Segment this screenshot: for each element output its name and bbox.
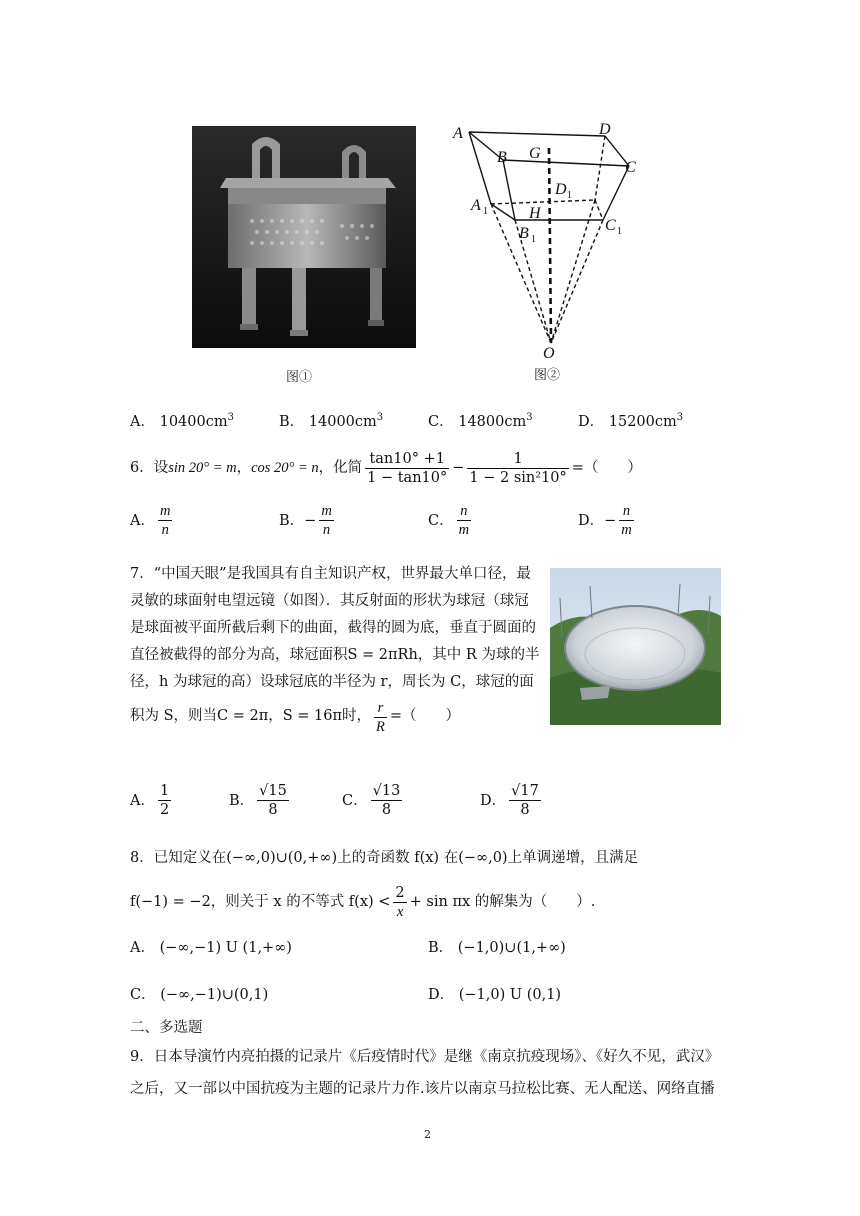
q7-option-c: C． $\frac{√13}{8}$ xyxy=(342,783,401,818)
label-D1: D xyxy=(555,181,567,198)
label-D1-sub: 1 xyxy=(567,190,572,201)
q6-fraction-2: $\frac{1}{\text{1 − 2 sin²10°}}$ xyxy=(469,450,567,486)
q6-option-b: B． − $\frac{m}{n}$ xyxy=(279,503,332,538)
frustum-diagram xyxy=(445,118,655,388)
ding-vessel-illustration xyxy=(192,126,416,348)
fast-telescope-illustration xyxy=(550,568,721,725)
label-A1-sub: 1 xyxy=(483,206,488,217)
q8-option-c: C． (−∞,−1)∪(0,1) xyxy=(130,987,269,1003)
q7-line: 直径被截得的部分为高，球冠面积S = 2πRh，其中 R 为球的半 xyxy=(130,647,540,663)
fast-telescope-photo xyxy=(550,568,721,725)
q7-line: 是球面被平面所截后剩下的曲面，截得的圆为底，垂直于圆面的 xyxy=(130,620,536,636)
q7-option-d: D． $\frac{√17}{8}$ xyxy=(480,783,539,818)
q7-line: 灵敏的球面射电望远镜（如图）．其反射面的形状为球冠（球冠 xyxy=(130,593,529,609)
label-O: O xyxy=(543,345,555,358)
q7-line: 径，h 为球冠的高）设球冠底的半径为 r，周长为 C，球冠的面 xyxy=(130,674,534,690)
q7-option-a: A． $\frac{1}{2}$ xyxy=(130,783,170,818)
q7-last-line: 积为 S，则当C = 2π，S = 16π时， $\frac{r}{R}$ =（ ） xyxy=(130,699,461,735)
q5-option-b: B． $14000cm^3$ xyxy=(279,412,384,430)
q8-line2: f(−1) = −2，则关于 x 的不等式 f(x) < $\frac{2}{x}$ + sin πx 的解集为（ ）. xyxy=(130,884,596,920)
q9-line1: 9．日本导演竹内亮拍摄的记录片《后疫情时代》是继《南京抗疫现场》、《好久不见，武汉》 xyxy=(130,1049,720,1065)
q8-option-b: B． (−1,0)∪(1,+∞) xyxy=(428,940,566,956)
figure1-caption: 图① xyxy=(286,370,313,385)
q5-option-a: A． $10400cm^3$ xyxy=(130,412,234,430)
q8-option-a: A． (−∞,−1) U (1,+∞) xyxy=(130,940,292,956)
q7-stem xyxy=(130,562,550,737)
label-G: G xyxy=(529,145,541,162)
frustum-diagram-svg xyxy=(445,118,655,358)
q6-option-c: C． $\frac{n}{m}$ xyxy=(428,503,470,538)
section-heading-multiple-choice: 二、多选题 xyxy=(130,1020,203,1036)
label-C: C xyxy=(625,159,636,176)
label-C1: C xyxy=(605,217,616,234)
q8-line1: 8．已知定义在(−∞,0)∪(0,+∞)上的奇函数 f(x) 在(−∞,0)上单调递增，且满足 xyxy=(130,850,639,866)
label-H: H xyxy=(529,205,541,222)
label-A1: A xyxy=(471,197,481,214)
q7-option-b: B． $\frac{√15}{8}$ xyxy=(229,783,287,818)
label-A: A xyxy=(453,125,463,142)
q9-line2: 之后，又一部以中国抗疫为主题的记录片力作.该片以南京马拉松比赛、无人配送、网络直播 xyxy=(130,1081,715,1097)
q5-option-c: C． $14800cm^3$ xyxy=(428,412,533,430)
label-D: D xyxy=(599,121,611,138)
q6-option-a: A． $\frac{m}{n}$ xyxy=(130,503,171,538)
label-B1-sub: 1 xyxy=(531,234,536,245)
q6-option-d: D． − $\frac{n}{m}$ xyxy=(578,503,632,538)
label-B: B xyxy=(497,149,507,166)
q8-option-d: D． (−1,0) U (0,1) xyxy=(428,987,562,1003)
q5-option-d: D． $15200cm^3$ xyxy=(578,412,684,430)
page-number: 2 xyxy=(424,1128,431,1141)
label-C1-sub: 1 xyxy=(617,226,622,237)
label-B1: B xyxy=(519,225,529,242)
figure2-caption: 图② xyxy=(534,368,561,383)
q6-stem: 6．设 sin 20° = m ， cos 20° = n ，化简 $\frac{\tan 10^\circ +1}{1 - \tan 10^\circ}$ − $\frac{1}{\text{1 − 2 sin²10°}}$ =（ ） xyxy=(130,450,642,486)
ding-vessel-photo xyxy=(192,126,416,348)
q7-line: 7．“中国天眼”是我国具有自主知识产权，世界最大单口径，最 xyxy=(130,566,532,582)
q6-fraction-1: $\frac{\tan 10^\circ +1}{1 - \tan 10^\circ}$ xyxy=(367,450,448,486)
